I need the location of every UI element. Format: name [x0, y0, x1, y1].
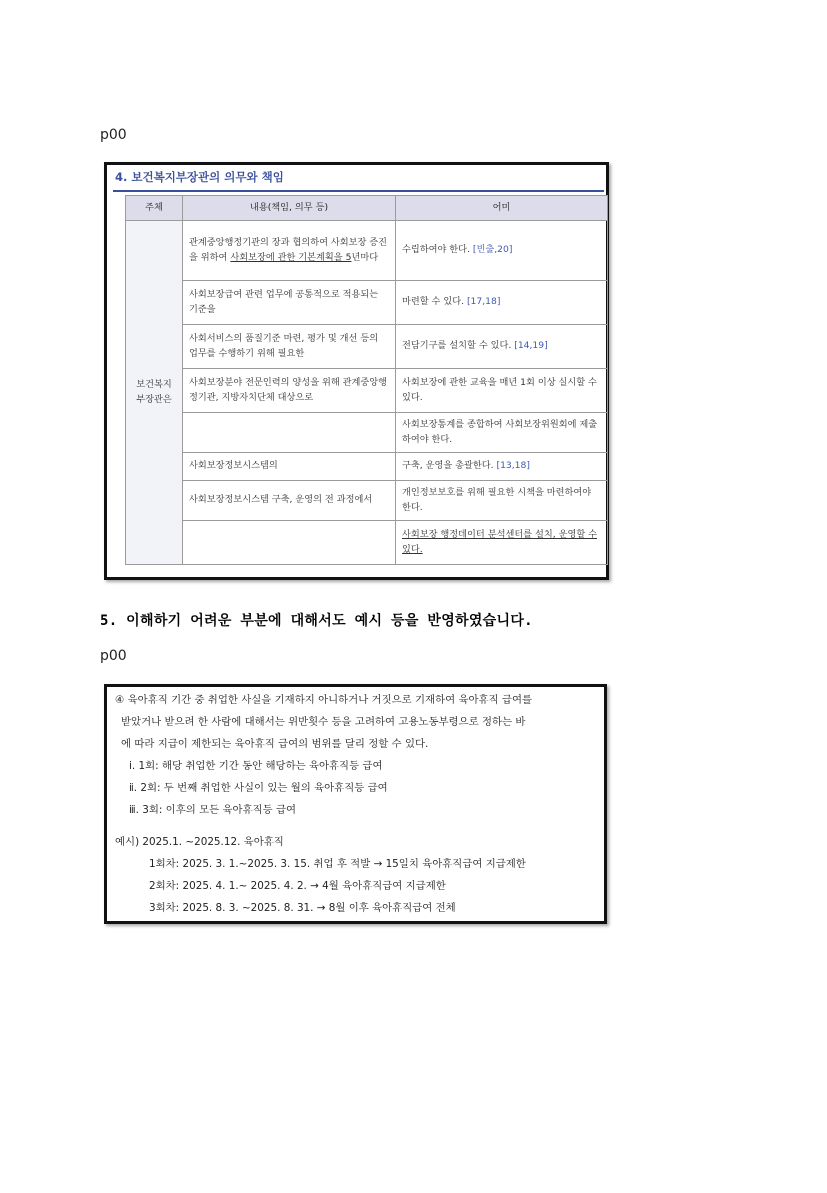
ending-cell [396, 521, 608, 565]
content-cell [183, 325, 396, 369]
text-line: 받았거나 받으려 한 사람에 대해서는 위반횟수 등을 고려하여 고용노동부령으로 정하는 바 [121, 716, 526, 728]
text-line: 에 따라 지급이 제한되는 육아휴직 급여의 범위를 달리 정할 수 있다. [121, 738, 429, 750]
table-row [126, 221, 608, 281]
text-line: 예시) 2025.1. ~2025.12. 육아휴직 [115, 836, 284, 848]
page-label-top: p00 [100, 127, 127, 143]
ending-cell [396, 325, 608, 369]
exam-reference: [14,19] [514, 340, 548, 352]
title-underline [113, 190, 604, 192]
text-line: 2회차: 2025. 4. 1.~ 2025. 4. 2. → 4월 육아휴직급여 지급제한 [149, 880, 446, 892]
content-text: 사회서비스의 품질기준 마련, 평가 및 개선 등의 업무를 수행하기 위해 필요한 [189, 333, 379, 359]
text-line: ⅲ. 3회: 이후의 모든 육아휴직등 급여 [129, 804, 297, 816]
figure-parental-leave [104, 684, 607, 924]
table-row [126, 453, 608, 481]
text-line: 1회차: 2025. 3. 1.~2025. 3. 15. 취업 후 적발 → 15일치 육아휴직급여 지급제한 [149, 858, 526, 870]
header-subject: 주체 [126, 196, 183, 221]
table-row [126, 369, 608, 413]
table-header-row [126, 196, 608, 221]
header-content: 내용(책임, 의무 등) [183, 196, 396, 221]
content-cell [183, 521, 396, 565]
table-row [126, 413, 608, 453]
ending-underlined: 사회보장 행정데이터 분석센터를 설치, 운영할 수 있다. [402, 529, 598, 555]
page-label-mid: p00 [100, 648, 127, 664]
duties-table [125, 195, 608, 565]
ending-cell [396, 453, 608, 481]
content-cell [183, 221, 396, 281]
table-row [126, 281, 608, 325]
ending-cell [396, 369, 608, 413]
content-cell [183, 453, 396, 481]
content-text: 관계중앙행정기관의 장과 협의하여 사회보장 증진을 위하여 [189, 237, 388, 263]
exam-reference: [17,18] [466, 296, 501, 308]
section-heading: 5. 이해하기 어려운 부분에 대해서도 예시 등을 반영하였습니다. [100, 613, 533, 629]
content-cell [183, 281, 396, 325]
content-cell [183, 369, 396, 413]
table-row [126, 481, 608, 521]
table-row [126, 325, 608, 369]
content-cell [183, 481, 396, 521]
table-row [126, 521, 608, 565]
content-text: 사회보장정보시스템 구축, 운영의 전 과정에서 [189, 494, 373, 506]
ending-text: 수립하여야 한다. [402, 244, 470, 256]
content-text: 사회보장정보시스템의 [189, 460, 278, 472]
ending-text: 개인정보보호를 위해 필요한 시책을 마련하여야 한다. [402, 487, 592, 513]
ending-text: 사회보장통계를 종합하여 사회보장위원회에 제출하여야 한다. [402, 419, 598, 445]
text-line: ⅱ. 2회: 두 번째 취업한 사실이 있는 월의 육아휴직등 급여 [129, 782, 388, 794]
figure-title: 4. 보건복지부장관의 의무와 책임 [115, 170, 284, 184]
ending-cell [396, 221, 608, 281]
ending-cell [396, 413, 608, 453]
text-line: ⅰ. 1회: 해당 취업한 기간 동안 해당하는 육아휴직등 급여 [129, 760, 383, 772]
content-text: 사회보장분야 전문인력의 양성을 위해 관계중앙행정기관, 지방자치단체 대상으로 [189, 377, 388, 403]
content-cell [183, 413, 396, 453]
header-ending: 어미 [396, 196, 608, 221]
ending-cell [396, 281, 608, 325]
content-text-tail: 년마다 [351, 251, 379, 263]
figure-duties-table [104, 162, 609, 580]
content-text: 사회보장급여 관련 업무에 공통적으로 적용되는 기준을 [189, 289, 379, 315]
text-line: 3회차: 2025. 8. 3. ~2025. 8. 31. → 8월 이후 육아휴직급여 전체 [149, 902, 456, 914]
content-underlined: 사회보장에 관한 기본계획을 5 [230, 251, 352, 263]
ending-text: 마련할 수 있다. [402, 296, 465, 308]
ending-cell [396, 481, 608, 521]
text-line: ④ 육아휴직 기간 중 취업한 사실을 기재하지 아니하거나 거짓으로 기재하여 육아휴직 급여를 [115, 694, 533, 706]
exam-reference: [빈출,20] [472, 244, 513, 256]
subject-cell: 보건복지 부장관은 [126, 221, 183, 565]
ending-text: 구축, 운영을 총괄한다. [402, 460, 494, 472]
ending-text: 전담기구를 설치할 수 있다. [402, 340, 512, 352]
exam-reference: [13,18] [496, 460, 530, 472]
ending-text: 사회보장에 관한 교육을 매년 1회 이상 실시할 수 있다. [402, 377, 597, 403]
